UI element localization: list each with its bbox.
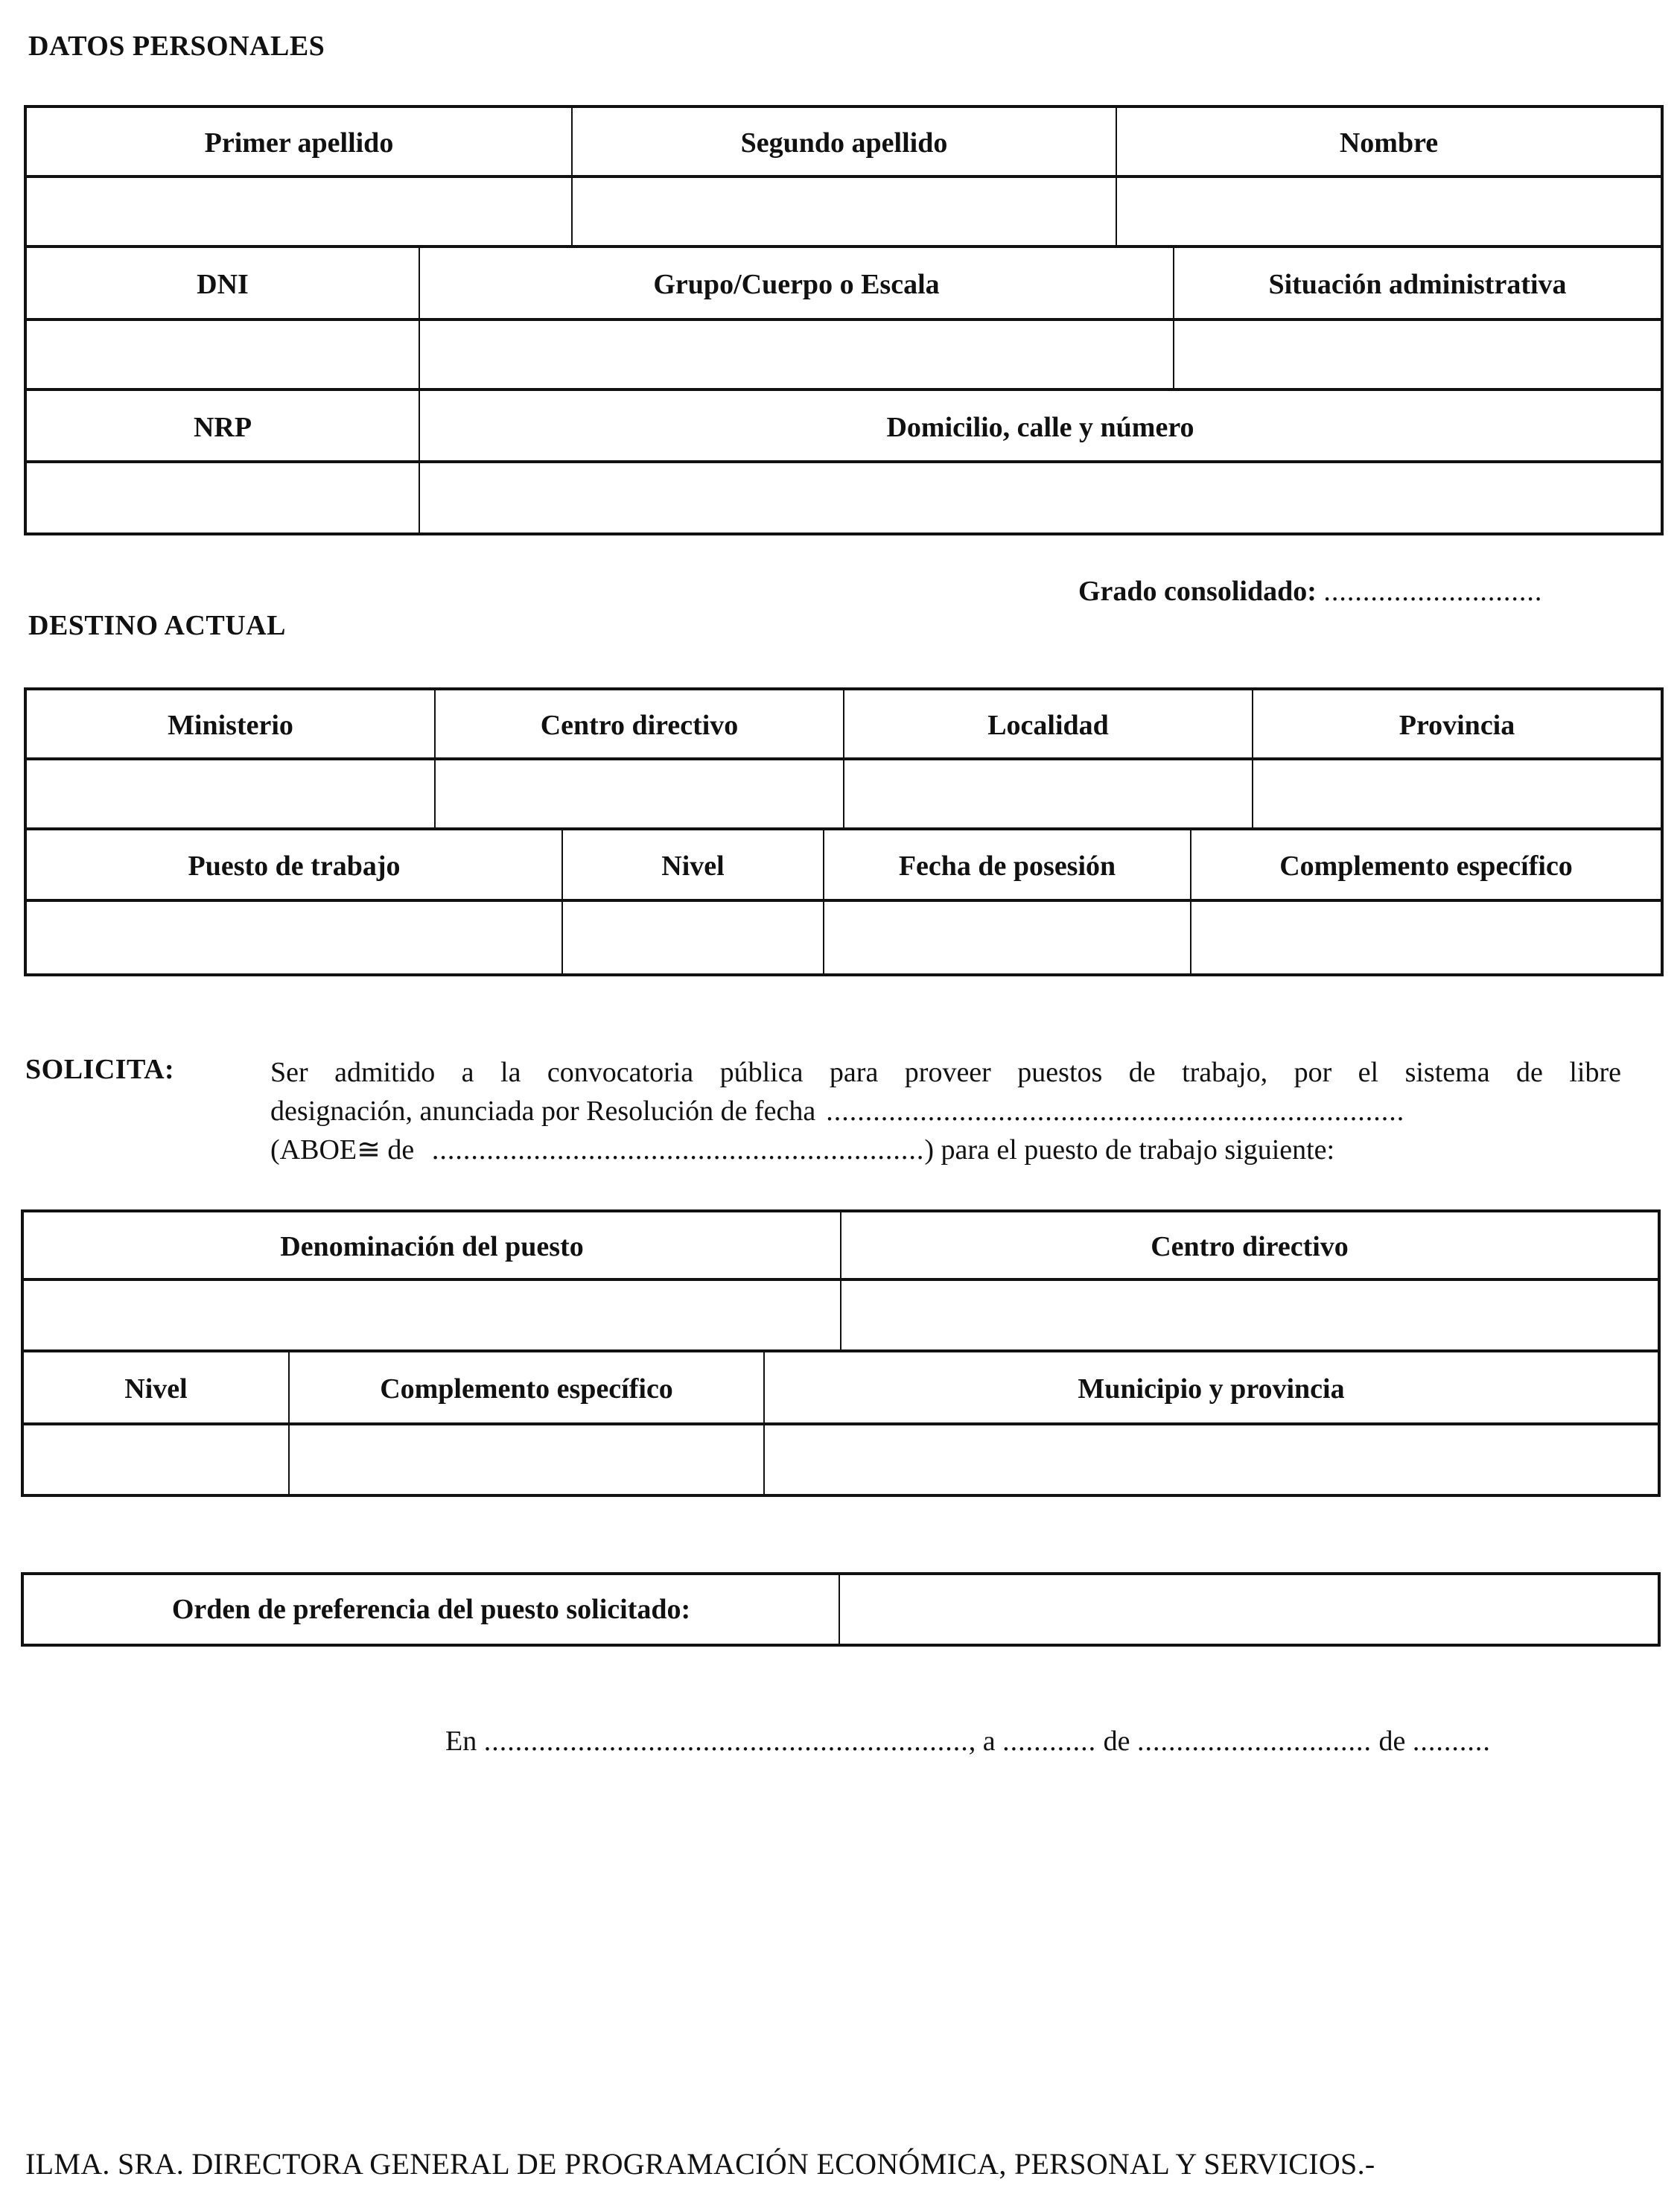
date-line <box>445 1725 1491 1758</box>
grado-consolidado-field[interactable]: ............................ <box>1323 576 1543 607</box>
personal-row1-values <box>24 175 1664 248</box>
requested-nivel-field[interactable] <box>21 1425 288 1494</box>
header-provincia: Provincia <box>1252 690 1664 760</box>
personal-row2-headers <box>24 245 1664 321</box>
header-situacion-administrativa: Situación administrativa <box>1173 248 1664 321</box>
resolucion-fecha-field[interactable]: .......................................................................... <box>826 1096 1405 1127</box>
solicita-line-2 <box>270 1092 1621 1131</box>
requested-centro-directivo-field[interactable] <box>840 1281 1661 1352</box>
nrp-field[interactable] <box>24 463 419 532</box>
month-field[interactable]: .............................. <box>1136 1726 1372 1757</box>
header-localidad: Localidad <box>843 690 1252 760</box>
requested-complemento-especifico-field[interactable] <box>288 1425 763 1494</box>
header-municipio-y-provincia: Municipio y provincia <box>763 1352 1661 1425</box>
date-de-label-2: de <box>1378 1726 1406 1757</box>
grupo-cuerpo-escala-field[interactable] <box>419 321 1173 391</box>
grado-consolidado-label: Grado consolidado: <box>1078 576 1317 607</box>
current-row1-values <box>24 757 1664 830</box>
denominacion-del-puesto-field[interactable] <box>21 1281 840 1352</box>
personal-row1-headers <box>24 105 1664 178</box>
requested-row1-values <box>21 1278 1661 1352</box>
preference-row <box>21 1572 1661 1647</box>
boe-fecha-field[interactable]: ............................................................... <box>431 1134 925 1166</box>
provincia-field[interactable] <box>1252 760 1664 830</box>
domicilio-field[interactable] <box>419 463 1664 532</box>
solicita-line-2-text: designación, anunciada por Resolución de fecha <box>270 1096 816 1127</box>
header-complemento-especifico: Complemento específico <box>1190 830 1664 902</box>
requested-post-table <box>21 1209 1661 1491</box>
header-puesto-de-trabajo: Puesto de trabajo <box>24 830 561 902</box>
header-requested-nivel: Nivel <box>21 1352 288 1425</box>
header-denominacion-del-puesto: Denominación del puesto <box>21 1212 840 1281</box>
header-centro-directivo: Centro directivo <box>434 690 843 760</box>
date-de-label-1: de <box>1103 1726 1130 1757</box>
current-row2-headers <box>24 827 1664 902</box>
solicita-line-3-suffix: ) para el puesto de trabajo siguiente: <box>924 1134 1335 1166</box>
date-a-label: , a <box>968 1726 996 1757</box>
header-requested-centro-directivo: Centro directivo <box>840 1212 1661 1281</box>
header-fecha-de-posesion: Fecha de posesión <box>823 830 1190 902</box>
current-post-table <box>24 687 1664 970</box>
header-nivel: Nivel <box>561 830 823 902</box>
requested-row2-values <box>21 1422 1661 1497</box>
header-segundo-apellido: Segundo apellido <box>571 108 1116 178</box>
segundo-apellido-field[interactable] <box>571 178 1116 248</box>
nombre-field[interactable] <box>1116 178 1664 248</box>
grado-consolidado <box>1078 575 1542 608</box>
header-ministerio: Ministerio <box>24 690 434 760</box>
header-grupo-cuerpo-escala: Grupo/Cuerpo o Escala <box>419 248 1173 321</box>
requested-row1-headers <box>21 1209 1661 1281</box>
requested-row2-headers <box>21 1349 1661 1425</box>
header-nrp: NRP <box>24 391 419 463</box>
header-nombre: Nombre <box>1116 108 1664 178</box>
nivel-field[interactable] <box>561 902 823 973</box>
personal-row2-values <box>24 318 1664 391</box>
municipio-y-provincia-field[interactable] <box>763 1425 1661 1494</box>
solicita-text <box>270 1053 1621 1169</box>
fecha-de-posesion-field[interactable] <box>823 902 1190 973</box>
situacion-administrativa-field[interactable] <box>1173 321 1664 391</box>
current-row1-headers <box>24 687 1664 760</box>
current-row2-values <box>24 899 1664 976</box>
solicita-line-1: Ser admitido a la convocatoria pública para proveer puestos de trabajo, por el sistema de libre <box>270 1057 1621 1088</box>
header-requested-complemento-especifico: Complemento específico <box>288 1352 763 1425</box>
day-field[interactable]: ............ <box>1002 1726 1097 1757</box>
personal-row3-headers <box>24 388 1664 463</box>
header-domicilio: Domicilio, calle y número <box>419 391 1664 463</box>
preference-field[interactable] <box>839 1575 1661 1644</box>
date-en-label: En <box>445 1726 477 1757</box>
personal-row3-values <box>24 460 1664 535</box>
addressee: ILMA. SRA. DIRECTORA GENERAL DE PROGRAMACIÓN ECONÓMICA, PERSONAL Y SERVICIOS.- <box>25 2147 1375 2181</box>
section-title-datos-personales: DATOS PERSONALES <box>28 31 325 62</box>
preference-label: Orden de preferencia del puesto solicitado: <box>21 1575 839 1644</box>
centro-directivo-field[interactable] <box>434 760 843 830</box>
section-title-destino-actual: DESTINO ACTUAL <box>28 610 286 641</box>
ministerio-field[interactable] <box>24 760 434 830</box>
preference-table <box>21 1572 1661 1641</box>
boe-prefix: (ABOE≅ de <box>270 1134 415 1166</box>
personal-data-table <box>24 105 1664 530</box>
dni-field[interactable] <box>24 321 419 391</box>
place-field[interactable]: .............................................................. <box>483 1726 969 1757</box>
primer-apellido-field[interactable] <box>24 178 571 248</box>
solicita-line-3 <box>270 1131 1621 1169</box>
puesto-de-trabajo-field[interactable] <box>24 902 561 973</box>
header-dni: DNI <box>24 248 419 321</box>
year-field[interactable]: .......... <box>1412 1726 1491 1757</box>
complemento-especifico-field[interactable] <box>1190 902 1664 973</box>
localidad-field[interactable] <box>843 760 1252 830</box>
solicita-label: SOLICITA: <box>25 1054 175 1085</box>
header-primer-apellido: Primer apellido <box>24 108 571 178</box>
